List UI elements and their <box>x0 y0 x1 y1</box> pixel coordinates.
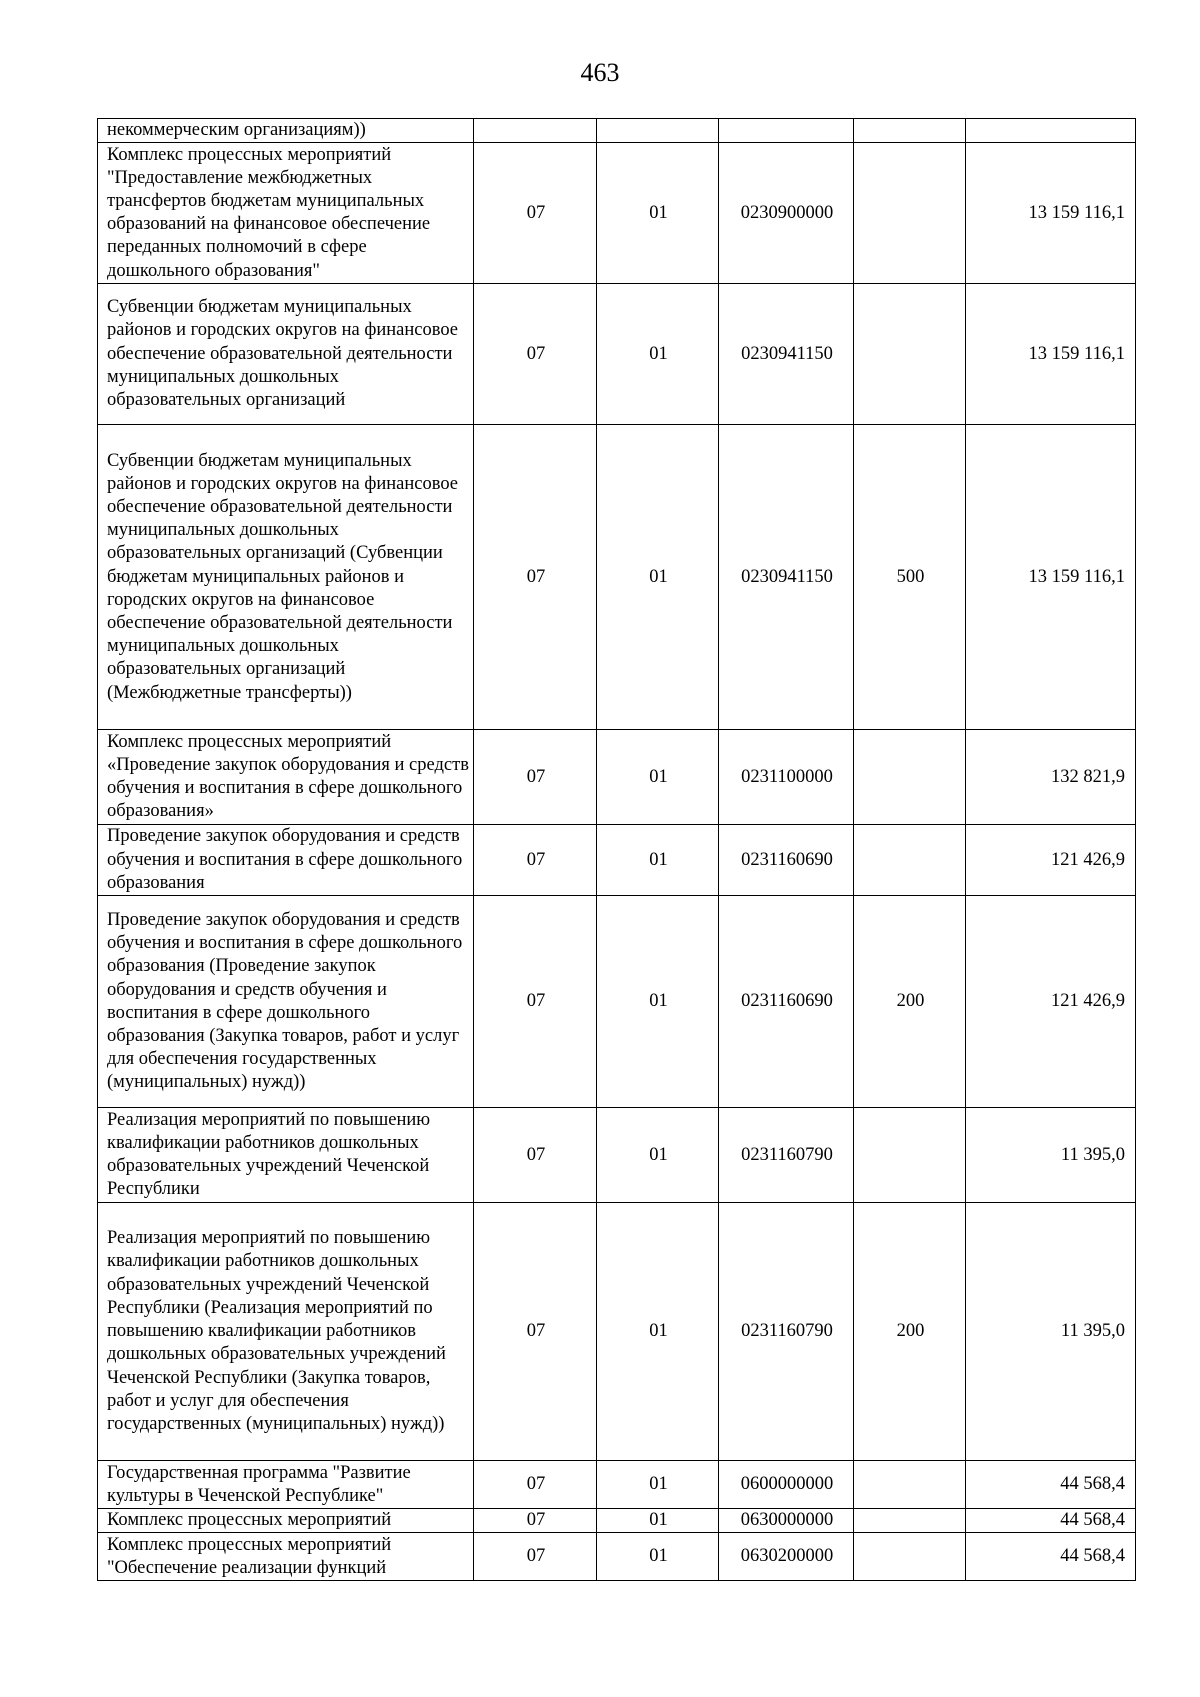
cell-section-code: 07 <box>474 896 597 1108</box>
cell-section-code: 07 <box>474 143 597 284</box>
cell-expense-type <box>854 284 966 425</box>
cell-expense-name: Государственная программа "Развитие культуры в Чеченской Республике" <box>98 1461 474 1509</box>
cell-amount: 44 568,4 <box>966 1509 1136 1533</box>
cell-amount: 11 395,0 <box>966 1108 1136 1203</box>
table-row <box>98 284 1136 425</box>
cell-target-article: 0231100000 <box>719 730 854 825</box>
cell-expense-type <box>854 1509 966 1533</box>
table-row <box>98 143 1136 284</box>
budget-allocation-table <box>97 118 1136 1581</box>
table-row <box>98 730 1136 825</box>
page-number: 463 <box>580 58 620 87</box>
cell-section-code <box>474 119 597 143</box>
cell-section-code: 07 <box>474 1461 597 1509</box>
cell-expense-name: Реализация мероприятий по повышению квалификации работников дошкольных образовательных учреждений Чеченской Республики (Реализация мероприятий по повышению квалификации работников дошкольных образовательных учреждений Чеченской Республики (Закупка товаров, работ и услуг для обеспечения государственных (муниципальных) нужд)) <box>98 1203 474 1461</box>
cell-target-article: 0630200000 <box>719 1533 854 1581</box>
cell-expense-type: 500 <box>854 425 966 730</box>
cell-amount: 44 568,4 <box>966 1533 1136 1581</box>
cell-target-article: 0231160790 <box>719 1203 854 1461</box>
cell-subsection-code: 01 <box>597 1108 719 1203</box>
cell-expense-name: некоммерческим организациям)) <box>98 119 474 143</box>
table-row <box>98 1533 1136 1581</box>
table-row <box>98 1461 1136 1509</box>
cell-target-article: 0600000000 <box>719 1461 854 1509</box>
cell-section-code: 07 <box>474 1533 597 1581</box>
cell-amount <box>966 119 1136 143</box>
cell-expense-name: Комплекс процессных мероприятий <box>98 1509 474 1533</box>
table-row <box>98 1108 1136 1203</box>
cell-section-code: 07 <box>474 425 597 730</box>
cell-subsection-code: 01 <box>597 284 719 425</box>
cell-subsection-code: 01 <box>597 825 719 896</box>
table-row <box>98 1203 1136 1461</box>
cell-amount: 13 159 116,1 <box>966 143 1136 284</box>
cell-amount: 132 821,9 <box>966 730 1136 825</box>
cell-target-article: 0230941150 <box>719 284 854 425</box>
cell-expense-name: Субвенции бюджетам муниципальных районов и городских округов на финансовое обеспечение образовательной деятельности муниципальных дошкольных образовательных организаций <box>98 284 474 425</box>
cell-amount: 13 159 116,1 <box>966 425 1136 730</box>
cell-expense-name: Проведение закупок оборудования и средств обучения и воспитания в сфере дошкольного образования <box>98 825 474 896</box>
cell-expense-type <box>854 1461 966 1509</box>
cell-expense-name: Комплекс процессных мероприятий "Обеспечение реализации функций <box>98 1533 474 1581</box>
table-row <box>98 896 1136 1108</box>
cell-subsection-code: 01 <box>597 143 719 284</box>
cell-expense-type <box>854 143 966 284</box>
cell-subsection-code <box>597 119 719 143</box>
cell-target-article: 0231160690 <box>719 896 854 1108</box>
cell-amount: 121 426,9 <box>966 896 1136 1108</box>
cell-subsection-code: 01 <box>597 425 719 730</box>
cell-expense-name: Комплекс процессных мероприятий «Проведение закупок оборудования и средств обучения и воспитания в сфере дошкольного образования» <box>98 730 474 825</box>
cell-section-code: 07 <box>474 1509 597 1533</box>
cell-subsection-code: 01 <box>597 1509 719 1533</box>
cell-subsection-code: 01 <box>597 730 719 825</box>
cell-target-article: 0230941150 <box>719 425 854 730</box>
cell-amount: 44 568,4 <box>966 1461 1136 1509</box>
cell-expense-type <box>854 1533 966 1581</box>
cell-expense-type <box>854 730 966 825</box>
cell-target-article: 0230900000 <box>719 143 854 284</box>
table-row <box>98 1509 1136 1533</box>
cell-expense-type: 200 <box>854 896 966 1108</box>
cell-expense-name: Реализация мероприятий по повышению квалификации работников дошкольных образовательных учреждений Чеченской Республики <box>98 1108 474 1203</box>
cell-subsection-code: 01 <box>597 1461 719 1509</box>
cell-section-code: 07 <box>474 284 597 425</box>
cell-expense-type <box>854 825 966 896</box>
cell-amount: 121 426,9 <box>966 825 1136 896</box>
table-row <box>98 825 1136 896</box>
cell-target-article: 0630000000 <box>719 1509 854 1533</box>
cell-expense-name: Субвенции бюджетам муниципальных районов и городских округов на финансовое обеспечение образовательной деятельности муниципальных дошкольных образовательных организаций (Субвенции бюджетам муниципальных районов и городских округов на финансовое обеспечение образовательной деятельности муниципальных дошкольных образовательных организаций (Межбюджетные трансферты)) <box>98 425 474 730</box>
cell-target-article: 0231160790 <box>719 1108 854 1203</box>
cell-amount: 13 159 116,1 <box>966 284 1136 425</box>
table-row <box>98 425 1136 730</box>
cell-amount: 11 395,0 <box>966 1203 1136 1461</box>
cell-section-code: 07 <box>474 1108 597 1203</box>
cell-expense-type <box>854 119 966 143</box>
table-body <box>98 119 1136 1581</box>
cell-section-code: 07 <box>474 1203 597 1461</box>
cell-target-article <box>719 119 854 143</box>
cell-subsection-code: 01 <box>597 1533 719 1581</box>
cell-expense-name: Проведение закупок оборудования и средств обучения и воспитания в сфере дошкольного образования (Проведение закупок оборудования и средств обучения и воспитания в сфере дошкольного образования (Закупка товаров, работ и услуг для обеспечения государственных (муниципальных) нужд)) <box>98 896 474 1108</box>
cell-expense-type <box>854 1108 966 1203</box>
cell-subsection-code: 01 <box>597 896 719 1108</box>
cell-section-code: 07 <box>474 730 597 825</box>
cell-section-code: 07 <box>474 825 597 896</box>
cell-subsection-code: 01 <box>597 1203 719 1461</box>
cell-expense-name: Комплекс процессных мероприятий "Предоставление межбюджетных трансфертов бюджетам муниципальных образований на финансовое обеспечение переданных полномочий в сфере дошкольного образования" <box>98 143 474 284</box>
cell-target-article: 0231160690 <box>719 825 854 896</box>
cell-expense-type: 200 <box>854 1203 966 1461</box>
table-row <box>98 119 1136 143</box>
